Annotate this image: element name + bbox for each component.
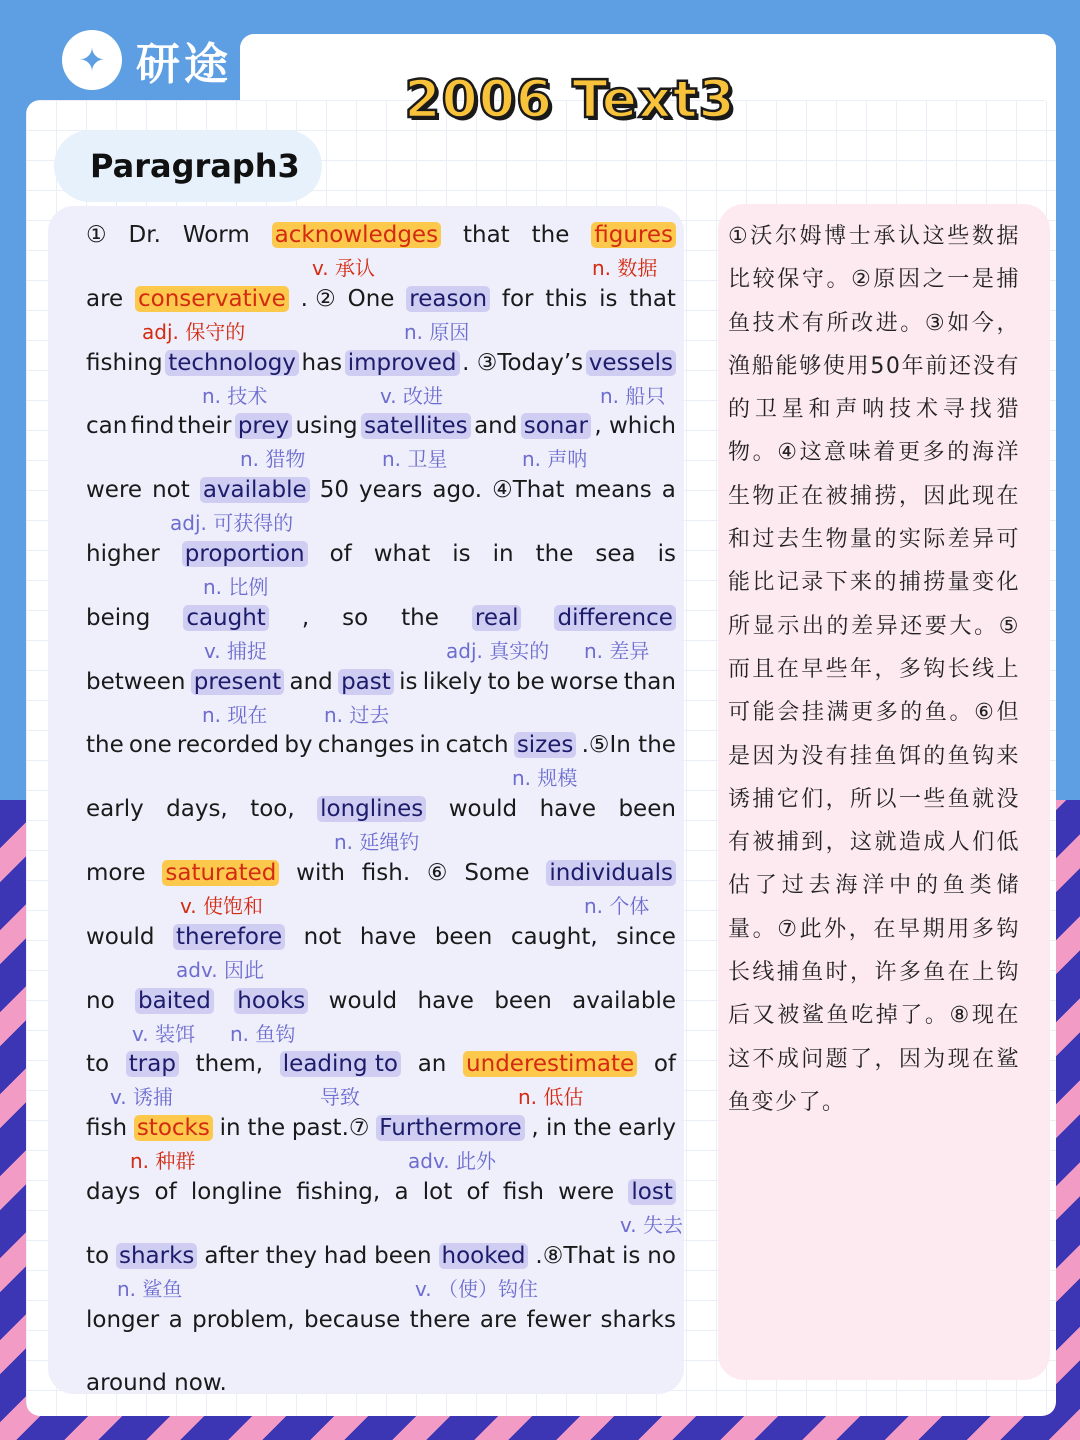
word: have <box>359 923 417 950</box>
highlighted-word: sharks <box>116 1243 197 1269</box>
word-gloss: v. 捕捉 <box>204 638 267 663</box>
word-gloss: n. 鲨鱼 <box>117 1276 183 1301</box>
word: fish. <box>361 860 411 886</box>
highlighted-word: baited <box>135 988 214 1014</box>
highlighted-word: available <box>200 477 310 503</box>
word: too, <box>250 796 295 823</box>
word: than <box>623 668 676 695</box>
word: to <box>86 1051 110 1078</box>
word: Worm <box>182 222 250 248</box>
word: fish <box>86 1115 128 1142</box>
word: ① <box>86 222 107 248</box>
word: fewer <box>526 1306 592 1333</box>
word: longer <box>86 1306 160 1333</box>
word: were <box>86 477 143 504</box>
word-gloss: n. 原因 <box>404 319 470 344</box>
word: catch <box>445 732 509 759</box>
word: past.⑦ <box>291 1115 370 1142</box>
word: a <box>394 1179 409 1205</box>
word: more <box>86 860 146 886</box>
word: that <box>462 222 510 248</box>
word: is <box>452 541 471 567</box>
highlighted-word: past <box>338 669 394 695</box>
paragraph-label: Paragraph3 <box>54 130 322 202</box>
highlighted-word: present <box>191 669 284 695</box>
word: using <box>295 413 358 440</box>
word: be <box>515 668 545 695</box>
highlighted-word: improved <box>345 350 460 376</box>
text-line <box>86 409 676 443</box>
text-line <box>86 984 676 1018</box>
word: is <box>599 285 618 312</box>
text-line <box>86 1239 676 1273</box>
highlighted-word: prey <box>235 413 292 439</box>
word-gloss: adv. 此外 <box>408 1149 496 1174</box>
highlighted-word: reason <box>406 286 490 312</box>
word: changes <box>317 732 415 759</box>
highlighted-word: stocks <box>134 1115 213 1141</box>
word: had <box>323 1242 368 1269</box>
word-gloss: adj. 可获得的 <box>170 511 294 536</box>
word: would <box>86 923 155 950</box>
word: with <box>296 860 345 886</box>
word: of <box>466 1179 489 1205</box>
word-gloss: n. 过去 <box>324 702 390 727</box>
word: and <box>474 413 518 440</box>
word: been <box>434 923 493 950</box>
word: this <box>545 285 588 312</box>
word: in <box>492 541 514 567</box>
word: there <box>409 1306 471 1333</box>
word-gloss: n. 鱼钩 <box>230 1021 296 1046</box>
word: the <box>531 222 570 248</box>
word: higher <box>86 541 160 567</box>
word: by <box>284 732 313 759</box>
word: is <box>399 668 418 695</box>
highlighted-word: Furthermore <box>376 1115 524 1141</box>
word: not <box>152 477 190 504</box>
word: would <box>448 796 518 823</box>
highlighted-word: difference <box>554 605 675 631</box>
text-line <box>86 856 676 890</box>
word-gloss: n. 卫星 <box>382 447 448 472</box>
word: the <box>535 541 574 567</box>
word: the <box>247 1115 286 1142</box>
word-gloss: n. 种群 <box>130 1149 196 1174</box>
word-gloss: v. 装饵 <box>132 1021 195 1046</box>
word-gloss: v. 承认 <box>312 256 375 280</box>
word: and <box>289 668 333 695</box>
word-gloss: n. 技术 <box>202 383 268 408</box>
text-line <box>86 728 676 762</box>
word: have <box>417 987 474 1014</box>
word: longline <box>190 1179 283 1205</box>
word: are <box>479 1306 518 1333</box>
word: worse <box>549 668 619 695</box>
word: ④That <box>492 477 565 504</box>
word: sharks <box>600 1306 676 1333</box>
text-line <box>86 792 676 826</box>
text-line <box>86 1366 676 1400</box>
word: were <box>558 1179 615 1205</box>
highlighted-word: leading to <box>280 1051 401 1077</box>
word: early <box>86 796 144 823</box>
highlighted-word: real <box>472 605 522 631</box>
word-gloss: n. 猎物 <box>240 447 306 472</box>
highlighted-word: satellites <box>361 413 471 439</box>
word: 50 <box>319 477 349 504</box>
word: are <box>86 285 124 312</box>
highlighted-word: saturated <box>162 860 279 886</box>
text-line <box>86 218 676 252</box>
word: , <box>301 604 310 631</box>
word-gloss: v. 改进 <box>380 383 443 408</box>
word-gloss: v. （使）钩住 <box>415 1276 538 1301</box>
word: for <box>501 285 534 312</box>
word: the <box>86 732 124 759</box>
word: , which <box>594 413 676 440</box>
highlighted-word: hooks <box>234 988 308 1014</box>
word: so <box>342 604 369 631</box>
word: problem, <box>192 1306 295 1333</box>
word: between <box>86 668 186 695</box>
word-gloss: n. 延绳钓 <box>334 830 420 855</box>
word: caught, <box>510 923 598 950</box>
word: one <box>128 732 172 759</box>
word: likely <box>422 668 483 695</box>
word: their <box>177 413 232 440</box>
word: the <box>401 604 439 631</box>
word: find <box>130 413 175 440</box>
word: in <box>419 732 441 759</box>
unicorn-logo-icon: ✦ <box>62 30 122 90</box>
highlighted-word: individuals <box>546 860 676 886</box>
highlighted-word: vessels <box>586 350 676 376</box>
text-line <box>86 1047 676 1081</box>
text-line <box>86 473 676 507</box>
word: recorded <box>176 732 280 759</box>
word-gloss: n. 船只 <box>600 383 666 408</box>
word: can <box>86 413 128 440</box>
text-line <box>86 665 676 699</box>
word: would <box>328 987 398 1014</box>
word: them, <box>195 1051 264 1078</box>
word: been <box>374 1242 432 1269</box>
highlighted-word: sonar <box>521 413 591 439</box>
text-line <box>86 920 676 954</box>
highlighted-word: acknowledges <box>272 222 441 248</box>
word-gloss: adj. 保守的 <box>142 319 246 344</box>
word: is <box>621 1242 641 1269</box>
word: . ③Today’s <box>462 349 584 376</box>
text-line <box>86 1175 676 1209</box>
word-gloss: n. 规模 <box>512 766 578 791</box>
word: .⑤In the <box>581 732 676 759</box>
word: since <box>616 923 676 950</box>
word: to <box>86 1242 110 1269</box>
page-title: 2006 Text3 <box>404 70 736 130</box>
word: a <box>168 1306 183 1333</box>
word-gloss: n. 差异 <box>584 638 650 663</box>
word: they <box>265 1242 318 1269</box>
word-gloss: adv. 因此 <box>176 957 264 982</box>
highlighted-word: sizes <box>514 732 577 758</box>
word: . ② <box>300 285 336 312</box>
word: Some <box>464 860 530 886</box>
word: have <box>539 796 597 823</box>
word-gloss: n. 个体 <box>584 894 650 918</box>
word: fishing, <box>296 1179 381 1205</box>
word: of <box>329 541 352 567</box>
highlighted-word: technology <box>165 350 299 376</box>
highlighted-word: conservative <box>135 286 289 312</box>
word-gloss: n. 数据 <box>592 256 658 280</box>
highlighted-word: caught <box>183 605 269 631</box>
word: been <box>618 796 676 823</box>
word: ago. <box>432 477 483 504</box>
word: the <box>573 1115 612 1142</box>
word: sea <box>595 541 636 567</box>
word: ⑥ <box>426 860 448 886</box>
word: is <box>657 541 676 567</box>
word: not <box>303 923 342 950</box>
word: to <box>487 668 511 695</box>
word: that <box>629 285 676 312</box>
word: been <box>494 987 552 1014</box>
word: Dr. <box>128 222 161 248</box>
word: , in <box>531 1115 568 1142</box>
word: in <box>219 1115 241 1142</box>
word-gloss: n. 声呐 <box>522 447 588 472</box>
highlighted-word: figures <box>591 222 676 248</box>
word: has <box>301 349 343 376</box>
word-gloss: v. 使饱和 <box>180 894 263 918</box>
word-gloss: n. 比例 <box>203 575 269 599</box>
word: .⑧That <box>535 1242 616 1269</box>
word-gloss: n. 低估 <box>518 1085 584 1110</box>
word: early <box>618 1115 676 1142</box>
brand-name: 研途 <box>136 39 232 90</box>
text-line <box>86 1303 676 1337</box>
word: days, <box>166 796 228 823</box>
word-gloss: 导致 <box>320 1085 360 1110</box>
highlighted-word: proportion <box>182 541 308 567</box>
word: because <box>304 1306 401 1333</box>
text-line <box>86 537 676 571</box>
word: around now. <box>86 1370 227 1397</box>
highlighted-word: underestimate <box>463 1051 637 1077</box>
chinese-translation-text: ①沃尔姆博士承认这些数据比较保守。②原因之一是捕鱼技术有所改进。③如今，渔船能够使用50年前还没有的卫星和声呐技术寻找猎物。④这意味着更多的海洋生物正在被捕捞，因此现在和过去生物量的实际差异可能比记录下来的捕捞量变化所显示出的差异还要大。⑤而且在早些年，多钩长线上可能会挂满更多的鱼。⑥但是因为没有挂鱼饵的鱼钩来诱捕它们，所以一些鱼就没有被捕到，这就造成人们低估了过去海洋中的鱼类储量。⑦此外，在早期用多钩长线捕鱼时，许多鱼在上钩后又被鲨鱼吃掉了。⑧现在这不成问题了，因为现在鲨鱼变少了。 <box>728 224 1020 1115</box>
word: no <box>86 987 115 1014</box>
word: days <box>86 1179 141 1205</box>
highlighted-word: hooked <box>439 1243 529 1269</box>
word: being <box>86 604 151 631</box>
text-line <box>86 346 676 380</box>
word-gloss: v. 失去 <box>620 1213 683 1237</box>
word: after <box>204 1242 259 1269</box>
highlighted-word: trap <box>126 1051 179 1077</box>
word: means <box>574 477 652 504</box>
word-gloss: adj. 真实的 <box>446 638 550 663</box>
word: available <box>572 987 676 1014</box>
word: fish <box>502 1179 544 1205</box>
word-gloss: n. 现在 <box>202 702 268 727</box>
highlighted-word: longlines <box>317 796 426 822</box>
word: fishing <box>86 349 163 376</box>
word: of <box>653 1051 676 1078</box>
word: what <box>373 541 431 567</box>
word: years <box>359 477 423 504</box>
word: of <box>154 1179 177 1205</box>
word: lot <box>422 1179 453 1205</box>
word: a <box>661 477 676 504</box>
word: an <box>417 1051 447 1078</box>
text-line <box>86 1111 676 1145</box>
word-gloss: v. 诱捕 <box>110 1085 173 1110</box>
highlighted-word: therefore <box>173 924 285 950</box>
word: One <box>347 285 395 312</box>
text-line <box>86 282 676 316</box>
highlighted-word: lost <box>628 1179 675 1205</box>
word: no <box>647 1242 676 1269</box>
text-line <box>86 601 676 635</box>
